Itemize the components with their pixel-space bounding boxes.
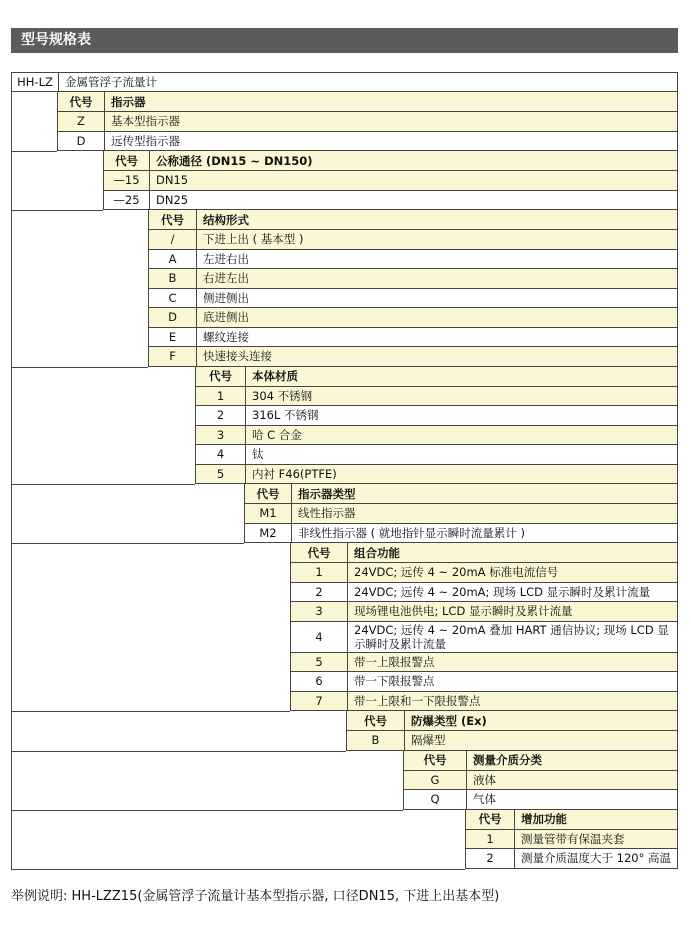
group-header-name: 本体材质 bbox=[245, 367, 677, 386]
option-row bbox=[148, 328, 678, 348]
option-row bbox=[290, 672, 678, 692]
option-row bbox=[290, 692, 678, 712]
group-header-row bbox=[103, 151, 678, 171]
group-header-name: 测量介质分类 bbox=[466, 751, 677, 770]
option-name: 下进上出 ( 基本型 ) bbox=[196, 230, 677, 249]
option-row bbox=[195, 426, 678, 446]
group-header-row bbox=[195, 367, 678, 387]
group-left-border bbox=[11, 810, 12, 870]
group-header-row bbox=[148, 210, 678, 230]
option-code: Q bbox=[430, 792, 440, 807]
group-divider-line bbox=[11, 810, 403, 811]
option-code: C bbox=[168, 290, 177, 305]
option-row bbox=[403, 790, 678, 810]
group-header-code: 代号 bbox=[69, 94, 93, 109]
option-name: 24VDC; 远传 4 ~ 20mA 叠加 HART 通信协议; 现场 LCD 显示瞬时及累计流量 bbox=[347, 622, 677, 652]
option-name: 哈 C 合金 bbox=[245, 426, 677, 445]
group-header-row bbox=[465, 810, 678, 830]
option-name: 远传型指示器 bbox=[104, 132, 677, 151]
group-divider-line bbox=[11, 869, 465, 870]
page-title: 型号规格表 bbox=[11, 28, 678, 53]
group-left-border bbox=[11, 711, 12, 752]
example-note: 举例说明: HH-LZZ15(金属管浮子流量计基本型指示器, 口径DN15, 下进上出基本型) bbox=[11, 889, 500, 904]
option-row bbox=[103, 171, 678, 191]
group-header-row bbox=[244, 484, 678, 504]
model-code: HH-LZ bbox=[17, 75, 53, 89]
option-code: 2 bbox=[486, 851, 494, 866]
group-header-name: 防爆类型 (Ex) bbox=[404, 711, 677, 730]
option-name: 隔爆型 bbox=[404, 731, 677, 750]
group-header-row bbox=[57, 92, 678, 112]
option-row bbox=[148, 308, 678, 328]
group-left-border bbox=[11, 367, 12, 486]
option-code: M2 bbox=[259, 525, 277, 540]
option-row bbox=[195, 387, 678, 407]
option-row bbox=[244, 504, 678, 524]
group-header-row bbox=[290, 543, 678, 563]
option-code: 4 bbox=[315, 629, 323, 644]
option-row bbox=[403, 771, 678, 791]
option-row bbox=[195, 465, 678, 485]
group-header-code: 代号 bbox=[161, 212, 184, 227]
group-header-row bbox=[403, 751, 678, 771]
option-code: F bbox=[169, 349, 176, 364]
option-name: 现场锂电池供电; LCD 显示瞬时及累计流量 bbox=[347, 602, 677, 621]
option-name: 快速接头连接 bbox=[196, 347, 677, 366]
option-name: 316L 不锈钢 bbox=[245, 406, 677, 425]
group-divider-line bbox=[11, 367, 148, 368]
group-header-code: 代号 bbox=[478, 812, 502, 826]
group-left-border bbox=[11, 751, 12, 811]
option-name: 内衬 F46(PTFE) bbox=[245, 465, 677, 484]
group-left-border bbox=[11, 543, 12, 712]
option-code: M1 bbox=[259, 506, 277, 521]
option-code: 3 bbox=[216, 427, 225, 442]
group-divider-line bbox=[11, 151, 57, 152]
group-header-code: 代号 bbox=[423, 753, 447, 767]
option-row bbox=[148, 347, 678, 367]
option-code: 2 bbox=[315, 584, 323, 599]
option-code: B bbox=[168, 271, 177, 286]
option-name: 右进左出 bbox=[196, 269, 677, 288]
option-code: —25 bbox=[113, 192, 140, 207]
option-code: 3 bbox=[315, 604, 323, 619]
option-row bbox=[195, 445, 678, 465]
option-row bbox=[465, 849, 678, 869]
group-left-border bbox=[11, 151, 12, 211]
option-code: G bbox=[430, 772, 440, 787]
option-name: 测量介质温度大于 120° 高温 bbox=[514, 849, 677, 868]
option-name: 左进右出 bbox=[196, 250, 677, 269]
option-code: B bbox=[371, 733, 380, 748]
option-name: 侧进侧出 bbox=[196, 289, 677, 308]
option-code: Z bbox=[77, 114, 85, 129]
option-code: A bbox=[168, 251, 177, 266]
group-header-name: 公称通径 (DN15 ~ DN150) bbox=[149, 151, 677, 170]
group-header-code: 代号 bbox=[307, 545, 331, 560]
group-header-name: 指示器 bbox=[104, 92, 677, 111]
group-header-name: 结构形式 bbox=[196, 210, 677, 229]
group-header-code: 代号 bbox=[115, 153, 138, 168]
option-name: 螺纹连接 bbox=[196, 328, 677, 347]
option-name: 24VDC; 远传 4 ~ 20mA; 现场 LCD 显示瞬时及累计流量 bbox=[347, 583, 677, 602]
option-code: —15 bbox=[113, 173, 140, 188]
option-code: 1 bbox=[216, 388, 225, 403]
option-name: 非线性指示器 ( 就地指针显示瞬时流量累计 ) bbox=[291, 524, 677, 543]
option-name: DN15 bbox=[149, 171, 677, 190]
group-divider-line bbox=[11, 751, 346, 752]
group-header-row bbox=[346, 711, 678, 731]
option-row bbox=[290, 602, 678, 622]
option-code: 1 bbox=[315, 565, 323, 580]
option-name: 底进侧出 bbox=[196, 308, 677, 327]
option-name: DN25 bbox=[149, 191, 677, 210]
option-name: 带一下限报警点 bbox=[347, 672, 677, 691]
option-code: 2 bbox=[216, 408, 225, 423]
group-divider-line bbox=[11, 711, 290, 712]
option-row bbox=[57, 112, 678, 132]
option-code: 6 bbox=[315, 674, 323, 689]
option-row bbox=[290, 583, 678, 603]
option-code: D bbox=[76, 133, 86, 148]
group-header-code: 代号 bbox=[209, 369, 232, 383]
option-name: 带一上限和一下限报警点 bbox=[347, 692, 677, 711]
group-header-name: 指示器类型 bbox=[291, 484, 677, 503]
group-divider-line bbox=[11, 543, 244, 544]
option-code: 7 bbox=[315, 693, 323, 708]
option-code: D bbox=[168, 310, 177, 325]
group-left-border bbox=[11, 484, 12, 544]
group-left-border bbox=[11, 92, 12, 152]
option-name: 基本型指示器 bbox=[104, 112, 677, 131]
group-header-code: 代号 bbox=[364, 713, 387, 728]
option-row bbox=[148, 269, 678, 289]
option-name: 线性指示器 bbox=[291, 504, 677, 523]
model-name: 金属管浮子流量计 bbox=[58, 73, 677, 91]
option-name: 带一上限报警点 bbox=[347, 653, 677, 672]
option-code: 1 bbox=[486, 831, 494, 846]
group-divider-line bbox=[11, 210, 103, 211]
option-row bbox=[290, 622, 678, 653]
group-header-name: 组合功能 bbox=[347, 543, 677, 562]
option-row bbox=[465, 830, 678, 850]
option-code: E bbox=[168, 329, 177, 344]
option-row bbox=[148, 250, 678, 270]
option-name: 气体 bbox=[466, 790, 677, 809]
option-row bbox=[148, 289, 678, 309]
option-row bbox=[290, 653, 678, 673]
option-row bbox=[290, 563, 678, 583]
option-code: 5 bbox=[216, 466, 225, 481]
group-left-border bbox=[11, 210, 12, 368]
option-name: 钛 bbox=[245, 445, 677, 464]
option-name: 24VDC; 远传 4 ~ 20mA 标准电流信号 bbox=[347, 563, 677, 582]
group-divider-line bbox=[11, 484, 195, 485]
option-name: 测量管带有保温夹套 bbox=[514, 830, 677, 849]
option-row bbox=[103, 191, 678, 211]
option-name: 液体 bbox=[466, 771, 677, 790]
option-code: 4 bbox=[216, 447, 225, 462]
group-header-code: 代号 bbox=[256, 486, 280, 501]
option-row bbox=[244, 524, 678, 544]
group-header-name: 增加功能 bbox=[514, 810, 677, 829]
option-row bbox=[195, 406, 678, 426]
option-row bbox=[148, 230, 678, 250]
model-row bbox=[11, 72, 678, 92]
option-code: / bbox=[170, 232, 175, 247]
option-row bbox=[57, 132, 678, 152]
option-row bbox=[346, 731, 678, 751]
option-name: 304 不锈钢 bbox=[245, 387, 677, 406]
option-code: 5 bbox=[315, 654, 323, 669]
